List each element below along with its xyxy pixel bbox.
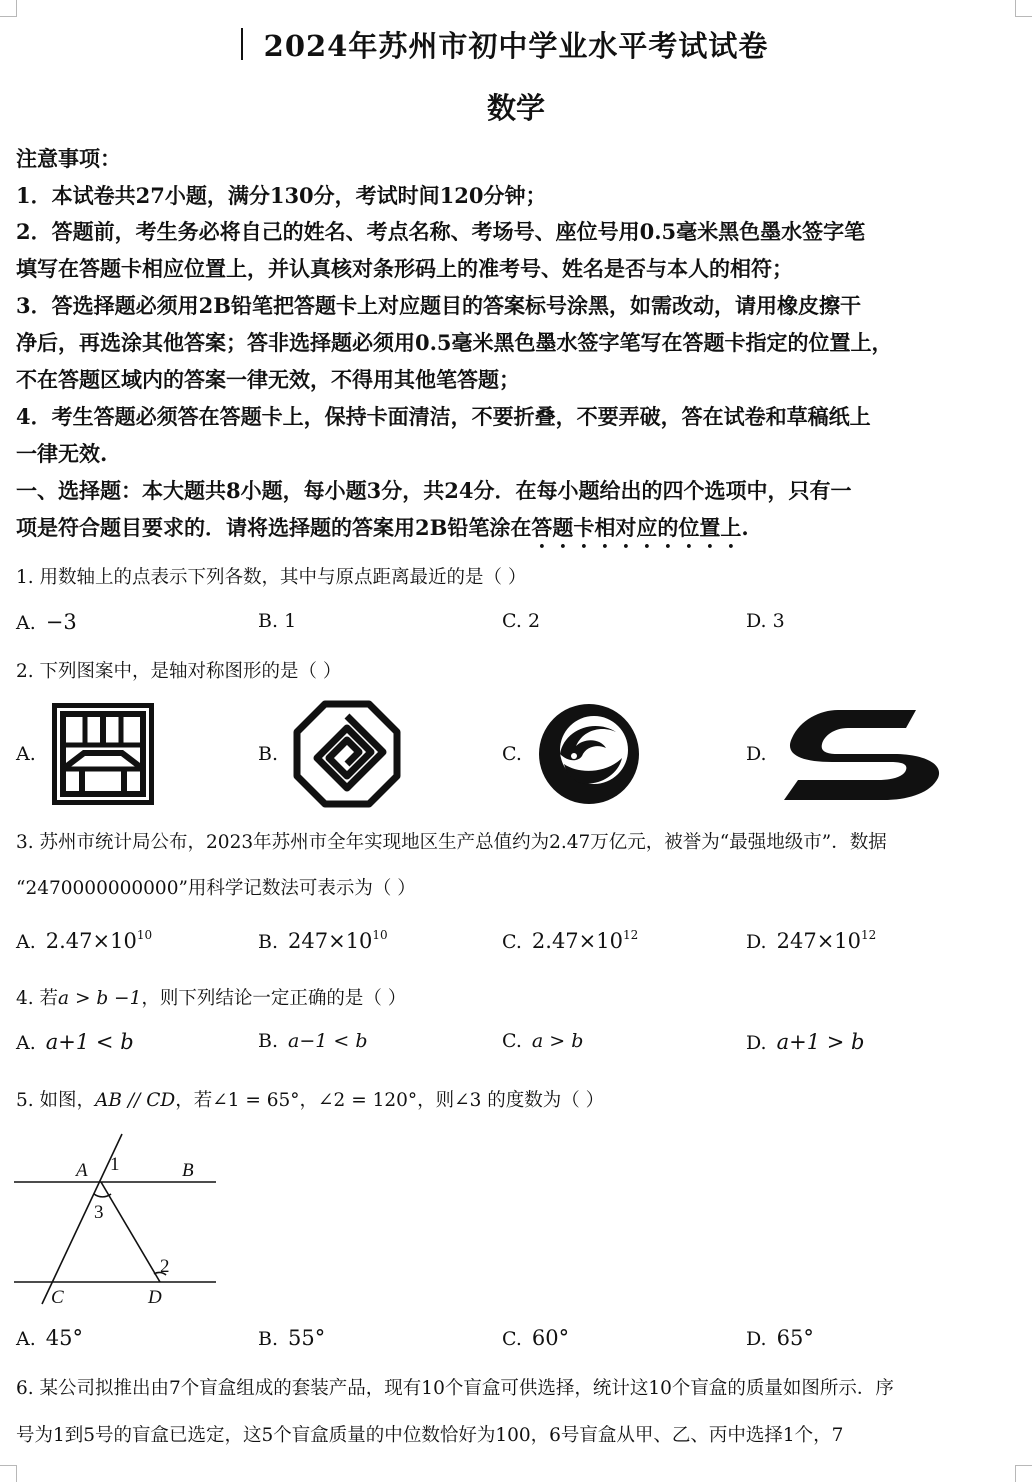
pattern-c-icon bbox=[534, 700, 644, 808]
q4-option-d[interactable] bbox=[746, 1030, 864, 1054]
option-value: a+1 < b bbox=[45, 1030, 134, 1054]
option-label: D. bbox=[746, 610, 767, 632]
option-exponent: 10 bbox=[372, 928, 388, 942]
option-label: B. bbox=[258, 1030, 279, 1052]
option-value: 65° bbox=[776, 1326, 814, 1350]
option-value: a−1 < b bbox=[288, 1030, 368, 1052]
exam-title: 2024年苏州市初中学业水平考试试卷 bbox=[263, 29, 769, 63]
q4-option-c[interactable] bbox=[502, 1030, 583, 1052]
q4-stem-suffix: ，则下列结论一定正确的是（ ） bbox=[141, 988, 407, 1009]
notice-line-7: 4．考生答题必须答在答题卡上，保持卡面清洁，不要折叠，不要弄破，答在试卷和草稿纸上 bbox=[16, 404, 871, 429]
q4-option-b[interactable] bbox=[258, 1030, 368, 1052]
point-d-label: D bbox=[148, 1287, 162, 1308]
q5-option-b[interactable] bbox=[258, 1326, 325, 1350]
crop-mark-bottom-left bbox=[0, 1465, 17, 1482]
option-label: A. bbox=[16, 1328, 36, 1350]
option-label: A. bbox=[16, 1032, 36, 1054]
q2-option-b[interactable]: B. bbox=[258, 743, 279, 765]
point-a-label: A bbox=[76, 1160, 88, 1181]
option-label: A. bbox=[16, 612, 36, 634]
crop-mark-top-left bbox=[0, 0, 17, 17]
q3-option-b[interactable] bbox=[258, 928, 388, 953]
notice-line-1: 1．本试卷共27小题，满分130分，考试时间120分钟； bbox=[16, 183, 547, 208]
q4-condition: a > b −1 bbox=[58, 988, 142, 1009]
option-value: 45° bbox=[45, 1326, 83, 1350]
notice-line-6: 不在答题区域内的答案一律无效，不得用其他笔答题； bbox=[16, 367, 520, 392]
option-value: 1 bbox=[284, 610, 297, 632]
q5-option-a[interactable] bbox=[16, 1326, 83, 1350]
q5-option-c[interactable] bbox=[502, 1326, 569, 1350]
option-exponent: 12 bbox=[622, 928, 639, 942]
q1-stem: 1. 用数轴上的点表示下列各数，其中与原点距离最近的是（ ） bbox=[16, 567, 527, 588]
option-value: 55° bbox=[288, 1326, 326, 1350]
point-b-label: B bbox=[182, 1160, 194, 1181]
notice-line-2: 2．答题前，考生务必将自己的姓名、考点名称、考场号、座位号用0.5毫米黑色墨水签字笔 bbox=[16, 219, 866, 244]
section-line-2-emphasis: 答题卡相对应的位置上 bbox=[531, 515, 742, 540]
angle-2-label: 2 bbox=[160, 1256, 170, 1277]
pattern-d-icon bbox=[778, 706, 944, 804]
option-label: B. bbox=[258, 931, 279, 953]
q3-stem-line-2: “2470000000000”用科学记数法可表示为（ ） bbox=[16, 878, 416, 899]
q2-option-a[interactable]: A. bbox=[16, 743, 36, 765]
q5-stem-rest: ，若∠1 = 65°，∠2 = 120°，则∠3 的度数为（ ） bbox=[175, 1090, 605, 1111]
option-label: C. bbox=[502, 931, 522, 953]
q6-stem-line-2: 号为1到5号的盲盒已选定，这5个盲盒质量的中位数恰好为100，6号盲盒从甲、乙、丙中选择1个，7 bbox=[16, 1425, 844, 1446]
option-value: 3 bbox=[772, 610, 785, 632]
q2-option-c[interactable]: C. bbox=[502, 743, 522, 765]
pattern-b-icon bbox=[293, 700, 401, 808]
parallel-lines-figure bbox=[14, 1132, 218, 1310]
option-label: C. bbox=[502, 1328, 522, 1350]
notice-line-8: 一律无效. bbox=[16, 441, 108, 466]
notice-line-3: 填写在答题卡相应位置上，并认真核对条形码上的准考号、姓名是否与本人的相符； bbox=[16, 256, 793, 281]
angle-3-label: 3 bbox=[94, 1202, 104, 1223]
q2-stem: 2. 下列图案中，是轴对称图形的是（ ） bbox=[16, 661, 342, 682]
q5-stem bbox=[16, 1086, 604, 1112]
notice-heading: 注意事项： bbox=[16, 146, 121, 171]
q5-parallel: AB // CD bbox=[95, 1090, 176, 1111]
q5-option-d[interactable] bbox=[746, 1326, 814, 1350]
q2-option-d[interactable]: D. bbox=[746, 743, 767, 765]
q1-option-a[interactable] bbox=[16, 610, 77, 634]
option-label: A. bbox=[16, 931, 36, 953]
option-value: 60° bbox=[531, 1326, 570, 1350]
point-c-label: C bbox=[51, 1287, 64, 1308]
option-label: D. bbox=[746, 1328, 767, 1350]
option-label: B. bbox=[258, 610, 279, 632]
option-value: a+1 > b bbox=[776, 1030, 865, 1054]
pattern-a-icon bbox=[52, 703, 154, 805]
q3-option-a[interactable] bbox=[16, 928, 152, 953]
option-value: 2.47×10 bbox=[45, 929, 137, 953]
q6-stem-line-1: 6. 某公司拟推出由7个盲盒组成的套装产品，现有10个盲盒可供选择，统计这10个盲盒的质量如图所示．序 bbox=[16, 1378, 894, 1399]
q3-option-d[interactable] bbox=[746, 928, 876, 953]
option-label: D. bbox=[746, 1032, 767, 1054]
crop-mark-bottom-right bbox=[1015, 1465, 1032, 1482]
option-label: C. bbox=[502, 610, 522, 632]
section-heading-line-2 bbox=[16, 512, 749, 553]
notice-line-4: 3．答选择题必须用2B铅笔把答题卡上对应题目的答案标号涂黑，如需改动，请用橡皮擦干 bbox=[16, 293, 861, 318]
section-line-2-text: 项是符合题目要求的．请将选择题的答案用2B铅笔涂在 bbox=[16, 515, 532, 540]
option-label: C. bbox=[502, 1030, 522, 1052]
option-label: D. bbox=[746, 931, 767, 953]
option-value: 247×10 bbox=[288, 929, 373, 953]
option-value: 2.47×10 bbox=[531, 929, 623, 953]
option-exponent: 10 bbox=[136, 928, 153, 942]
option-label: B. bbox=[258, 1328, 279, 1350]
notice-line-5: 净后，再选涂其他答案；答非选择题必须用0.5毫米黑色墨水签字笔写在答题卡指定的位置上， bbox=[16, 330, 893, 355]
q3-stem-line-1: 3. 苏州市统计局公布，2023年苏州市全年实现地区生产总值约为2.47万亿元，被誉为“最强地级市”．数据 bbox=[16, 832, 887, 853]
section-line-2-end: . bbox=[741, 515, 749, 540]
q5-stem-prefix: 5. 如图， bbox=[16, 1090, 96, 1111]
option-value: 247×10 bbox=[776, 929, 862, 953]
angle-1-label: 1 bbox=[110, 1154, 120, 1175]
q3-option-c[interactable] bbox=[502, 928, 638, 953]
section-heading-line-1: 一、选择题：本大题共8小题，每小题3分，共24分．在每小题给出的四个选项中，只有一 bbox=[16, 478, 852, 503]
q1-option-b[interactable] bbox=[258, 610, 296, 632]
exam-subject: 数学 bbox=[486, 91, 545, 125]
option-value: 2 bbox=[527, 610, 541, 632]
q1-option-d[interactable] bbox=[746, 610, 785, 632]
q4-stem-prefix: 4. 若 bbox=[16, 988, 59, 1009]
q4-option-a[interactable] bbox=[16, 1030, 134, 1054]
option-exponent: 12 bbox=[861, 928, 877, 942]
q4-stem bbox=[16, 984, 406, 1010]
option-value: −3 bbox=[45, 610, 77, 634]
crop-mark-top-right bbox=[1015, 0, 1032, 17]
option-value: a > b bbox=[531, 1030, 584, 1052]
q1-option-c[interactable] bbox=[502, 610, 540, 632]
